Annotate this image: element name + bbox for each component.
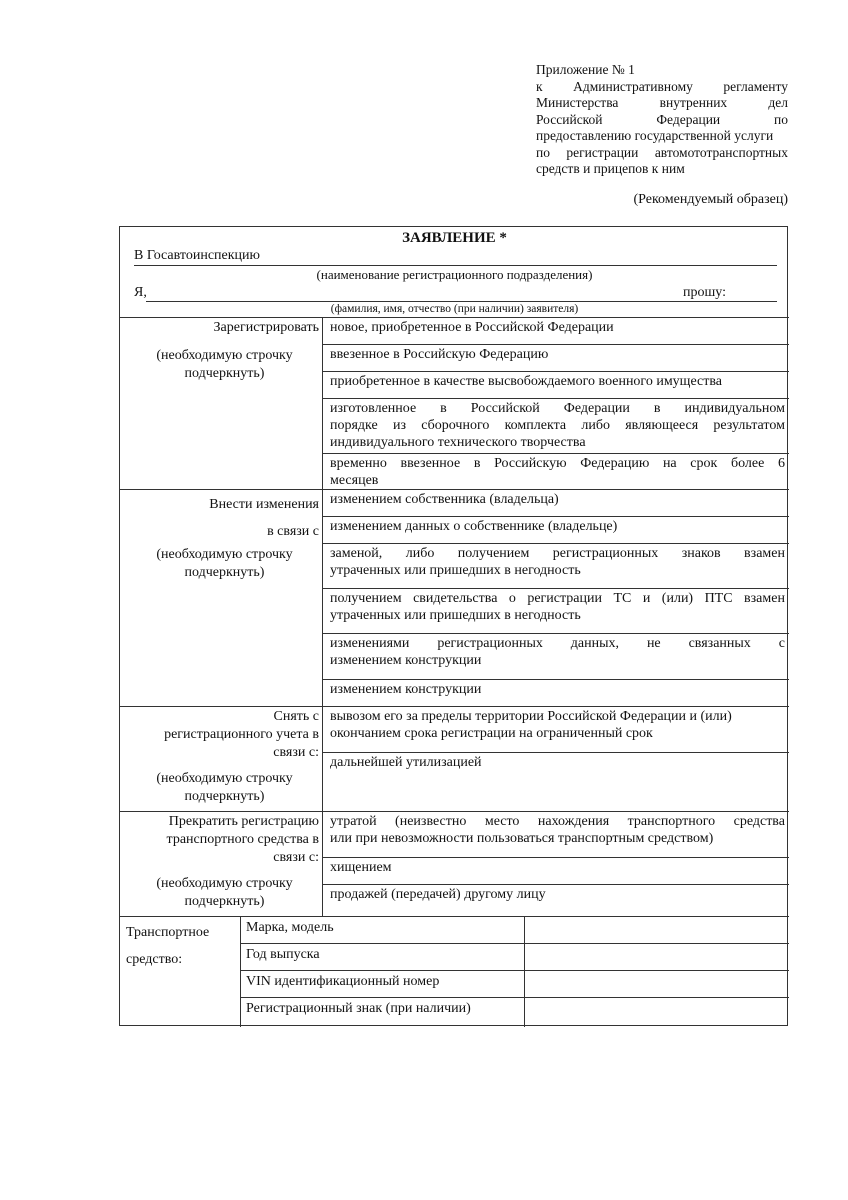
option-line: хищением	[330, 860, 392, 875]
column-divider	[322, 317, 323, 916]
i-label: Я,	[134, 285, 147, 300]
change-option[interactable]	[330, 635, 785, 669]
text-line: транспортного средства в	[166, 832, 319, 847]
appendix-note	[536, 62, 788, 178]
change-option[interactable]	[330, 518, 785, 535]
row-divider	[322, 884, 789, 885]
word: (неизвестно	[395, 814, 467, 829]
change-option[interactable]	[330, 590, 785, 624]
row-divider	[322, 453, 789, 454]
option-line: приобретенное в качестве высвобождаемого военного имущества	[330, 374, 722, 389]
text-line: Транспортное	[126, 925, 210, 940]
row-divider	[240, 997, 789, 998]
word: Федерации	[563, 401, 630, 416]
word: (или)	[661, 591, 694, 606]
word: Министерства	[536, 95, 619, 110]
row-divider	[240, 970, 789, 971]
deregister-option[interactable]	[330, 754, 785, 771]
appendix-line: предоставлению государственной услуги	[536, 128, 774, 143]
change-label	[130, 491, 319, 545]
divider	[120, 811, 789, 812]
text-line: Внести изменения	[209, 497, 319, 512]
option-line	[330, 545, 785, 562]
word: Российской	[536, 111, 603, 127]
word: Административному	[573, 78, 693, 94]
row-divider	[322, 752, 789, 753]
option-line	[330, 400, 785, 417]
text-line: связи с:	[273, 745, 319, 760]
register-note	[130, 347, 319, 383]
text-line: регистрационного учета в	[164, 727, 319, 742]
vehicle-field-label: Марка, модель	[246, 920, 334, 935]
option-line	[330, 590, 785, 607]
form-title: ЗАЯВЛЕНИЕ *	[402, 230, 507, 246]
word: ПТС	[704, 591, 733, 606]
word: более	[730, 456, 765, 471]
option-line	[330, 813, 785, 830]
word: регламенту	[723, 78, 788, 94]
text-line: связи с:	[273, 850, 319, 865]
word: комплекта	[504, 418, 567, 433]
option-line: изменением данных о собственнике (владельце)	[330, 519, 618, 534]
word: нахождения	[537, 814, 610, 829]
option-line: ввезенное в Российскую Федерацию	[330, 347, 549, 362]
option-line: месяцев	[330, 473, 379, 488]
terminate-option[interactable]	[330, 886, 785, 903]
name-field-line[interactable]	[146, 301, 777, 302]
text-line: (необходимую строчку	[156, 348, 293, 363]
row-divider	[322, 516, 789, 517]
word: к	[536, 78, 543, 94]
row-divider	[322, 857, 789, 858]
word: 6	[777, 456, 785, 471]
text-line: подчеркнуть)	[184, 894, 265, 909]
word: взамен	[744, 591, 785, 606]
text-line: Снять с	[273, 709, 319, 724]
text-line: подчеркнуть)	[184, 366, 265, 381]
to-caption: (наименование регистрационного подразделения)	[316, 267, 593, 282]
option-line: изменением конструкции	[330, 682, 482, 697]
word: Российскую	[494, 456, 567, 471]
word: и	[642, 591, 651, 606]
option-line	[330, 417, 785, 434]
word: индивидуальном	[684, 401, 785, 416]
appendix-line	[536, 79, 788, 96]
row-divider	[240, 943, 789, 944]
word: либо	[405, 546, 435, 561]
word: знаков	[681, 546, 721, 561]
terminate-note	[130, 875, 319, 911]
appendix-line: Приложение № 1	[536, 62, 635, 77]
text-line: в связи с	[267, 524, 319, 539]
word: получением	[330, 591, 402, 606]
word: результатом	[713, 418, 785, 433]
word: средства	[733, 814, 785, 829]
option-line	[330, 455, 785, 472]
vehicle-field-label: Год выпуска	[246, 947, 320, 962]
word: изменениями	[330, 636, 410, 651]
word: транспортного	[627, 814, 716, 829]
word: либо	[581, 418, 610, 433]
option-line: утраченных или пришедших в негодность	[330, 608, 581, 623]
row-divider	[322, 588, 789, 589]
option-line	[330, 635, 785, 652]
vehicle-label	[126, 919, 236, 973]
word: о	[508, 591, 516, 606]
word: срок	[690, 456, 718, 471]
option-line: новое, приобретенное в Российской Федерации	[330, 320, 614, 335]
terminate-label	[130, 813, 319, 867]
text-line: (необходимую строчку	[156, 547, 293, 562]
option-line: окончанием срока регистрации на ограниченный срок	[330, 726, 653, 741]
option-line: утраченных или пришедших в негодность	[330, 563, 581, 578]
word: в	[653, 401, 661, 416]
word: взамен	[744, 546, 785, 561]
row-divider	[322, 543, 789, 544]
text-line: подчеркнуть)	[184, 789, 265, 804]
word: место	[484, 814, 520, 829]
appendix-line: средств и прицепов к ним	[536, 161, 685, 176]
row-divider	[322, 371, 789, 372]
change-option[interactable]	[330, 681, 785, 698]
vehicle-field-value[interactable]	[530, 1001, 780, 1021]
change-note	[130, 546, 319, 582]
word: по	[774, 111, 788, 127]
request-label: прошу:	[683, 285, 726, 300]
word: являющееся	[625, 418, 699, 433]
word: получением	[457, 546, 530, 561]
word: регистрационных	[552, 546, 659, 561]
option-line: дальнейшей утилизацией	[330, 755, 482, 770]
word: регистрации	[566, 144, 639, 160]
option-line: изменением собственника (владельца)	[330, 492, 559, 507]
word: данных,	[570, 636, 620, 651]
row-divider	[322, 679, 789, 680]
text-line: (необходимую строчку	[156, 771, 293, 786]
word: Российской	[470, 401, 540, 416]
deregister-option[interactable]	[330, 708, 785, 742]
word: утратой	[330, 814, 377, 829]
word: в	[473, 456, 481, 471]
word: в	[440, 401, 447, 416]
row-divider	[322, 633, 789, 634]
row-divider	[322, 398, 789, 399]
column-divider	[524, 916, 525, 1027]
appendix-line	[536, 145, 788, 162]
word: из	[392, 418, 407, 433]
word: регистрации	[527, 591, 602, 606]
divider	[120, 317, 789, 318]
word: Федерации	[656, 111, 721, 127]
option-line: продажей (передачей) другому лицу	[330, 887, 546, 902]
to-field-line[interactable]	[134, 265, 777, 266]
word: свидетельства	[413, 591, 498, 606]
register-option[interactable]	[330, 373, 785, 390]
appendix-line	[536, 95, 788, 112]
divider	[120, 916, 789, 917]
column-divider	[240, 916, 241, 1027]
option-line: индивидуального технического творчества	[330, 435, 586, 450]
appendix-line	[536, 112, 788, 129]
row-divider	[322, 344, 789, 345]
option-line: или при невозможности пользоваться транспортным средством)	[330, 831, 714, 846]
divider	[120, 706, 789, 707]
word: внутренних	[659, 95, 728, 110]
word: ввезенное	[400, 456, 461, 471]
text-line: средство:	[126, 952, 183, 967]
change-option[interactable]	[330, 545, 785, 579]
divider	[120, 489, 789, 490]
recommended-sample-note: (Рекомендуемый образец)	[633, 192, 788, 207]
word: по	[536, 144, 550, 160]
vehicle-field-label: Регистрационный знак (при наличии)	[246, 1001, 471, 1016]
application-form	[119, 226, 788, 1026]
word: автомототранспортных	[654, 144, 788, 160]
terminate-option[interactable]	[330, 859, 785, 876]
vehicle-field-value[interactable]	[530, 920, 780, 940]
word: дел	[768, 95, 788, 110]
register-option[interactable]	[330, 346, 785, 363]
register-label: Зарегистрировать	[213, 320, 319, 335]
vehicle-field-label: VIN идентификационный номер	[246, 974, 440, 989]
word: с	[778, 636, 785, 651]
word: Федерацию	[580, 456, 650, 471]
word: временно	[330, 456, 387, 471]
word: сборочного	[421, 418, 490, 433]
word: ТС	[613, 591, 632, 606]
name-caption: (фамилия, имя, отчество (при наличии) заявителя)	[330, 303, 579, 315]
word: заменой,	[330, 546, 383, 561]
word: регистрационных	[437, 636, 543, 651]
option-line: вывозом его за пределы территории Российской Федерации и (или)	[330, 709, 732, 724]
deregister-note	[130, 770, 319, 806]
option-line: изменением конструкции	[330, 653, 482, 668]
deregister-label	[130, 708, 319, 762]
to-label: В Госавтоинспекцию	[134, 248, 260, 263]
text-line: Прекратить регистрацию	[168, 814, 319, 829]
word: на	[662, 456, 677, 471]
word: порядке	[330, 418, 378, 433]
word: изготовленное	[330, 401, 417, 416]
text-line: (необходимую строчку	[156, 876, 293, 891]
word: не	[646, 636, 661, 651]
register-option[interactable]	[330, 319, 785, 336]
register-option[interactable]	[330, 400, 785, 451]
change-option[interactable]	[330, 491, 785, 508]
text-line: подчеркнуть)	[184, 565, 265, 580]
word: связанных	[688, 636, 751, 651]
vehicle-field-value[interactable]	[530, 974, 780, 994]
terminate-option[interactable]	[330, 813, 785, 847]
vehicle-field-value[interactable]	[530, 947, 780, 967]
register-option[interactable]	[330, 455, 785, 489]
